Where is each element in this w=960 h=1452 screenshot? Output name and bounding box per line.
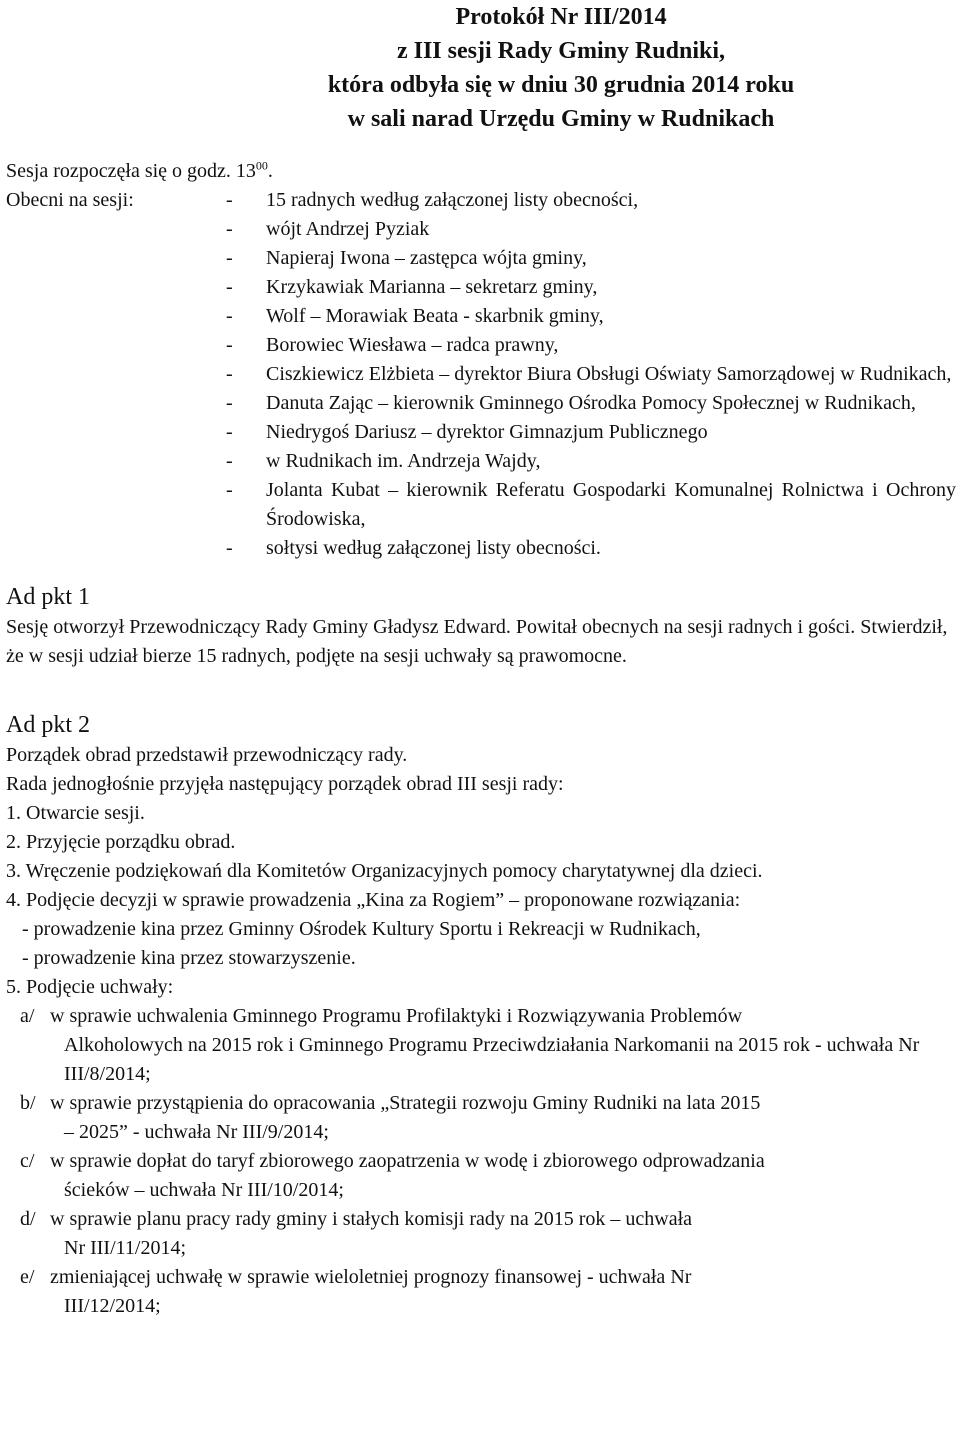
attendance-item: - Danuta Zając – kierownik Gminnego Ośrodka Pomocy Społecznej w Rudnikach, (226, 392, 916, 414)
attendance-item: - wójt Andrzej Pyziak (226, 218, 430, 240)
resolution-item: a/ w sprawie uchwalenia Gminnego Programu Profilaktyki i Rozwiązywania Problemów Alkoholowych na 2015 rok i Gminnego Programu Przeciwdziałania Narkomanii na 2015 rok - uchwała Nr III/8/2014; (20, 1005, 920, 1085)
agenda-item: 2. Przyjęcie porządku obrad. (6, 831, 236, 853)
document-title (6, 0, 956, 136)
agenda-item: 5. Podjęcie uchwały: (6, 976, 174, 998)
attendance-item: - Niedrygoś Dariusz – dyrektor Gimnazjum Publicznego (226, 421, 708, 443)
attendance-item: - Ciszkiewicz Elżbieta – dyrektor Biura Obsługi Oświaty Samorządowej w Rudnikach, (226, 363, 952, 385)
attendance-item: - sołtysi według załączonej listy obecności. (226, 537, 601, 559)
resolution-item: b/ w sprawie przystąpienia do opracowania „Strategii rozwoju Gminy Rudniki na lata 2015 – 2025” - uchwała Nr III/9/2014; (20, 1092, 761, 1143)
section-heading: Ad pkt 2 (6, 712, 90, 738)
section-heading: Ad pkt 1 (6, 584, 90, 610)
resolution-item: e/ zmieniającej uchwałę w sprawie wieloletniej prognozy finansowej - uchwała Nr III/12/2014; (20, 1266, 692, 1317)
section-intro: Rada jednogłośnie przyjęła następujący porządek obrad III sesji rady: (6, 773, 564, 795)
session-start: Sesja rozpoczęła się o godz. $13^{00}$. (6, 158, 273, 182)
agenda-item: 3. Wręczenie podziękowań dla Komitetów Organizacyjnych pomocy charytatywnej dla dzieci. (6, 860, 763, 882)
attendance-item: - Jolanta Kubat – kierownik Referatu Gospodarki Komunalnej Rolnictwa i Ochrony Środowiska, (226, 479, 956, 530)
title-line-3: która odbyła się w dniu 30 grudnia 2014 roku (327, 72, 795, 98)
attendance-item: - Krzykawiak Marianna – sekretarz gminy, (226, 276, 598, 298)
resolution-item: d/ w sprawie planu pracy rady gminy i stałych komisji rady na 2015 rok – uchwała Nr III/11/2014; (20, 1208, 693, 1259)
title-line-2: z III sesji Rady Gminy Rudniki, (396, 38, 726, 64)
attendance-item: - 15 radnych według załączonej listy obecności, (226, 189, 639, 211)
attendance-item: - Napieraj Iwona – zastępca wójta gminy, (226, 247, 587, 269)
agenda-item: 4. Podjęcie decyzji w sprawie prowadzenia „Kina za Rogiem” – proponowane rozwiązania: (6, 889, 741, 911)
section-ad-pkt-2 (6, 709, 956, 1321)
title-line-1: Protokół Nr III/2014 (455, 4, 667, 30)
attendance-list (226, 186, 956, 563)
agenda-item: 1. Otwarcie sesji. (6, 802, 145, 824)
attendance-item: - Wolf – Morawiak Beata - skarbnik gminy, (226, 305, 604, 327)
agenda-subitem: - prowadzenie kina przez stowarzyszenie. (22, 947, 356, 969)
attendance-item: - w Rudnikach im. Andrzeja Wajdy, (226, 450, 541, 472)
title-line-4: w sali narad Urzędu Gminy w Rudnikach (347, 106, 775, 132)
agenda-subitem: - prowadzenie kina przez Gminny Ośrodek Kultury Sportu i Rekreacji w Rudnikach, (22, 918, 701, 940)
section-intro: Porządek obrad przedstawił przewodniczący rady. (6, 744, 408, 766)
section-text: Sesję otworzył Przewodniczący Rady Gminy Gładysz Edward. Powitał obecnych na sesji radnych i gości. Stwierdził, że w sesji udział bierze 15 radnych, podjęte na sesji uchwały są prawomocne. (6, 616, 948, 667)
attendance-label: Obecni na sesji: (6, 189, 134, 211)
attendance-block (6, 186, 956, 563)
resolution-item: c/ w sprawie dopłat do taryf zbiorowego zaopatrzenia w wodę i zbiorowego odprowadzania ścieków – uchwała Nr III/10/2014; (20, 1150, 765, 1201)
attendance-item: - Borowiec Wiesława – radca prawny, (226, 334, 559, 356)
start-minutes: 00 (255, 158, 268, 173)
section-ad-pkt-1 (6, 581, 956, 671)
document-page (6, 0, 956, 1321)
